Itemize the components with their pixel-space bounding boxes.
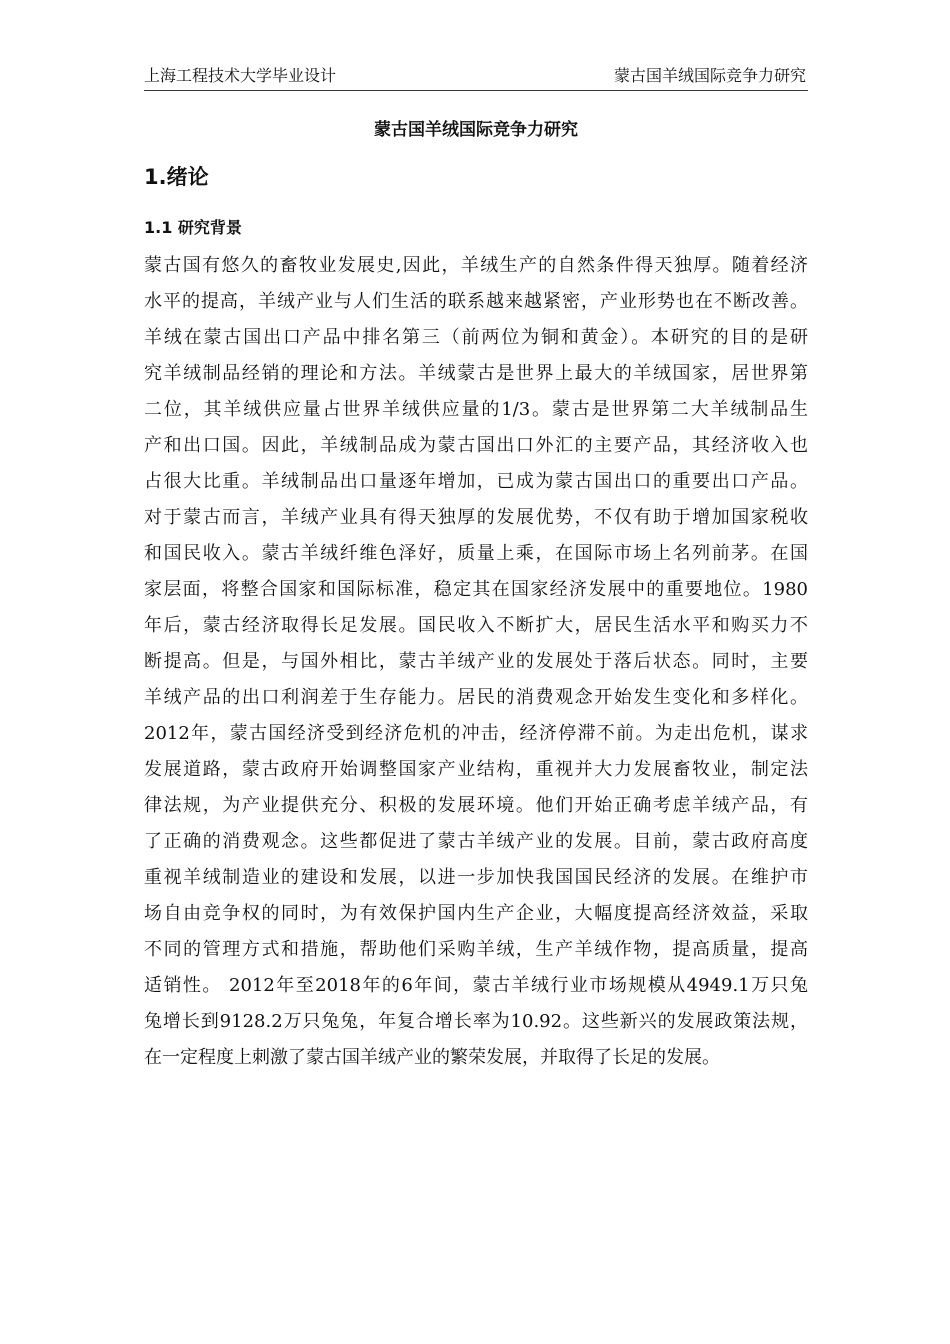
paragraph-line: 水平的提高，羊绒产业与人们生活的联系越来越紧密，产业形势也在不断改善。 — [144, 291, 808, 312]
paragraph-line: 兔增长到9128.2万只兔兔，年复合增长率为10.92。这些新兴的发展政策法规， — [144, 1011, 808, 1032]
paragraph-line: 2012年，蒙古国经济受到经济危机的冲击，经济停滞不前。为走出危机，谋求 — [144, 723, 808, 744]
paragraph-line: 对于蒙古而言，羊绒产业具有得天独厚的发展优势，不仅有助于增加国家税收 — [144, 507, 808, 528]
paragraph-line: 在一定程度上刺激了蒙古国羊绒产业的繁荣发展，并取得了长足的发展。 — [144, 1047, 720, 1068]
paragraph-line: 羊绒在蒙古国出口产品中排名第三（前两位为铜和黄金）。本研究的目的是研 — [144, 327, 808, 348]
paragraph-line: 年后，蒙古经济取得长足发展。国民收入不断扩大，居民生活水平和购买力不 — [144, 615, 808, 636]
paragraph-line: 适销性。 2012年至2018年的6年间，蒙古羊绒行业市场规模从4949.1万只兔 — [144, 975, 808, 996]
page-header — [144, 62, 808, 91]
paragraph-line: 律法规，为产业提供充分、积极的发展环境。他们开始正确考虑羊绒产品，有 — [144, 795, 808, 816]
paragraph-line: 羊绒产品的出口利润差于生存能力。居民的消费观念开始发生变化和多样化。 — [144, 687, 808, 708]
section-heading: 1.1 研究背景 — [144, 218, 242, 237]
paragraph-line: 产和出口国。因此，羊绒制品成为蒙古国出口外汇的主要产品，其经济收入也 — [144, 435, 808, 456]
paragraph-line: 场自由竞争权的同时，为有效保护国内生产企业，大幅度提高经济效益，采取 — [144, 903, 808, 924]
paragraph-line: 发展道路，蒙古政府开始调整国家产业结构，重视并大力发展畜牧业，制定法 — [144, 759, 808, 780]
header-thesis-title: 蒙古国羊绒国际竞争力研究 — [613, 66, 806, 85]
paragraph-line: 断提高。但是，与国外相比，蒙古羊绒产业的发展处于落后状态。同时，主要 — [144, 651, 808, 672]
chapter-heading: 1.绪论 — [144, 165, 209, 189]
paragraph-line: 蒙古国有悠久的畜牧业发展史,因此，羊绒生产的自然条件得天独厚。随着经济 — [144, 255, 808, 276]
paragraph-line: 和国民收入。蒙古羊绒纤维色泽好，质量上乘，在国际市场上名列前茅。在国 — [144, 543, 808, 564]
header-school-name: 上海工程技术大学毕业设计 — [144, 66, 337, 85]
paragraph-line: 占很大比重。羊绒制品出口量逐年增加，已成为蒙古国出口的重要出口产品。 — [144, 471, 808, 492]
paragraph-line: 家层面，将整合国家和国际标准，稳定其在国家经济发展中的重要地位。1980 — [144, 579, 808, 600]
body-paragraph — [144, 248, 808, 1076]
paragraph-line: 了正确的消费观念。这些都促进了蒙古羊绒产业的发展。目前，蒙古政府高度 — [144, 831, 808, 852]
paragraph-line: 不同的管理方式和措施，帮助他们采购羊绒，生产羊绒作物，提高质量，提高 — [144, 939, 808, 960]
document-title: 蒙古国羊绒国际竞争力研究 — [374, 120, 578, 140]
paragraph-line: 重视羊绒制造业的建设和发展，以进一步加快我国国民经济的发展。在维护市 — [144, 867, 808, 888]
paragraph-line: 究羊绒制品经销的理论和方法。羊绒蒙古是世界上最大的羊绒国家，居世界第 — [144, 363, 808, 384]
paragraph-line: 二位，其羊绒供应量占世界羊绒供应量的1/3。蒙古是世界第二大羊绒制品生 — [144, 399, 808, 420]
